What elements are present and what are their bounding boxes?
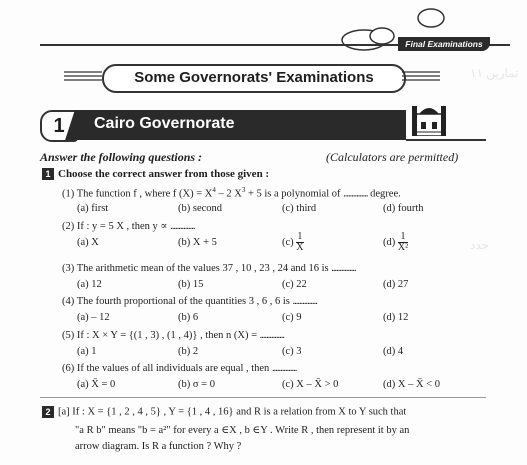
item-number: (2) bbox=[62, 221, 75, 232]
item-number: (3) bbox=[62, 263, 75, 274]
answer-blank: ............... bbox=[259, 330, 285, 341]
question-2-line-3: arrow diagram. Is R a function ? Why ? bbox=[75, 441, 242, 452]
option-a[interactable]: (a) first bbox=[77, 203, 109, 214]
item-number: (5) bbox=[62, 330, 75, 341]
governorate-name: Cairo Governorate bbox=[94, 115, 235, 132]
background-ghost-text: تمارين ١١ bbox=[470, 66, 519, 80]
option-a[interactable]: (a) – 12 bbox=[77, 312, 110, 323]
option-label: (d) bbox=[383, 236, 396, 248]
fraction bbox=[296, 232, 303, 253]
option-label: (c) bbox=[282, 236, 294, 248]
numerator: 1 bbox=[398, 232, 408, 243]
question-1-text: Choose the correct answer from those given : bbox=[58, 168, 270, 180]
answer-blank: ............... bbox=[271, 363, 297, 374]
page-title: Some Governorats' Examinations bbox=[134, 69, 374, 86]
title-decoration bbox=[402, 68, 442, 84]
question-1-heading bbox=[42, 168, 269, 180]
option-d[interactable]: (d) 12 bbox=[383, 312, 409, 323]
option-a[interactable]: (a) X̄ = 0 bbox=[77, 379, 116, 390]
option-b[interactable]: (b) second bbox=[178, 203, 223, 214]
calculator-note: (Calculators are permitted) bbox=[326, 150, 459, 164]
governorate-bar bbox=[76, 110, 406, 140]
item-number: (6) bbox=[62, 363, 75, 374]
mosque-logo-icon bbox=[410, 100, 448, 136]
option-c[interactable]: (c) 3 bbox=[282, 346, 302, 357]
answer-blank: ............... bbox=[292, 296, 317, 307]
option-a[interactable]: (a) X bbox=[77, 237, 99, 248]
background-ghost-text: حدد bbox=[470, 238, 490, 252]
option-b[interactable]: (b) 6 bbox=[178, 312, 199, 323]
option-b[interactable]: (b) X + 5 bbox=[178, 237, 217, 248]
option-c[interactable]: (c) X – X̄ > 0 bbox=[282, 379, 339, 390]
option-c[interactable]: (c) third bbox=[282, 203, 317, 214]
exponent: 3 bbox=[241, 186, 246, 194]
question-number-badge: 1 bbox=[42, 168, 54, 180]
item-text: The fourth proportional of the quantities 3 , 6 , 6 is bbox=[76, 296, 290, 307]
answer-blank: ............... bbox=[170, 221, 195, 232]
option-b[interactable]: (b) 15 bbox=[178, 279, 204, 290]
item-text: – 2 X bbox=[215, 188, 242, 200]
option-d[interactable]: (d) X – X̄ < 0 bbox=[383, 379, 440, 390]
option-a[interactable]: (a) 12 bbox=[77, 279, 102, 290]
mcq-item-4 bbox=[62, 296, 317, 307]
fraction bbox=[398, 232, 408, 253]
item-number: (4) bbox=[62, 296, 75, 307]
item-text: degree. bbox=[367, 188, 401, 200]
question-number-badge: 2 bbox=[42, 406, 54, 418]
item-text: + 5 is a polynomial of bbox=[245, 188, 341, 200]
denominator: X² bbox=[397, 242, 409, 253]
governorate-number: 1 bbox=[40, 110, 78, 142]
item-text: If the values of all individuals are equal , then bbox=[76, 363, 270, 374]
exponent: 4 bbox=[212, 186, 216, 194]
numerator: 1 bbox=[297, 231, 303, 242]
option-b[interactable]: (b) 2 bbox=[178, 346, 199, 357]
item-text: If : X × Y = {(1 , 3) , (1 , 4)} , then n (X) = bbox=[76, 330, 258, 341]
option-d[interactable]: (d) 27 bbox=[383, 279, 409, 290]
option-d[interactable] bbox=[383, 232, 408, 253]
answer-blank: ............... bbox=[343, 188, 368, 200]
option-d[interactable]: (d) fourth bbox=[383, 203, 424, 214]
denominator: X bbox=[296, 242, 304, 253]
governorate-rule bbox=[406, 139, 486, 141]
option-c[interactable]: (c) 22 bbox=[282, 279, 307, 290]
mcq-item-2 bbox=[62, 220, 194, 232]
divider bbox=[40, 397, 486, 398]
section-banner: Final Examinations bbox=[398, 37, 490, 51]
question-2-text: [a] If : X = {1 , 2 , 4 , 5} , Y = {1 , 4 , 16} and R is a relation from X to Y such that bbox=[58, 406, 407, 418]
option-a[interactable]: (a) 1 bbox=[77, 346, 97, 357]
option-d[interactable]: (d) 4 bbox=[383, 346, 404, 357]
item-text: The function f , where f (X) = X bbox=[76, 188, 213, 200]
option-b[interactable]: (b) σ = 0 bbox=[178, 379, 215, 390]
item-text: If : y = 5 X , then y ∝ bbox=[76, 221, 168, 232]
question-2-line-1 bbox=[42, 406, 406, 418]
mcq-item-3 bbox=[62, 263, 356, 274]
question-2-line-2: "a R b" means "b = a²" for every a ∈X , b ∈Y . Write R , then represent it by an bbox=[75, 425, 410, 436]
mcq-item-6 bbox=[62, 363, 296, 374]
title-decoration bbox=[62, 68, 102, 84]
item-number: (1) bbox=[62, 188, 75, 200]
answer-heading: Answer the following questions : bbox=[40, 150, 203, 164]
option-c[interactable]: (c) 9 bbox=[282, 312, 302, 323]
mcq-item-5 bbox=[62, 330, 284, 341]
item-text: The arithmetic mean of the values 37 , 10 , 23 , 24 and 16 is bbox=[76, 263, 329, 274]
page-title-box bbox=[102, 64, 406, 93]
mcq-item-1 bbox=[62, 186, 401, 200]
answer-blank: ............... bbox=[331, 263, 356, 274]
option-c[interactable] bbox=[282, 232, 304, 253]
